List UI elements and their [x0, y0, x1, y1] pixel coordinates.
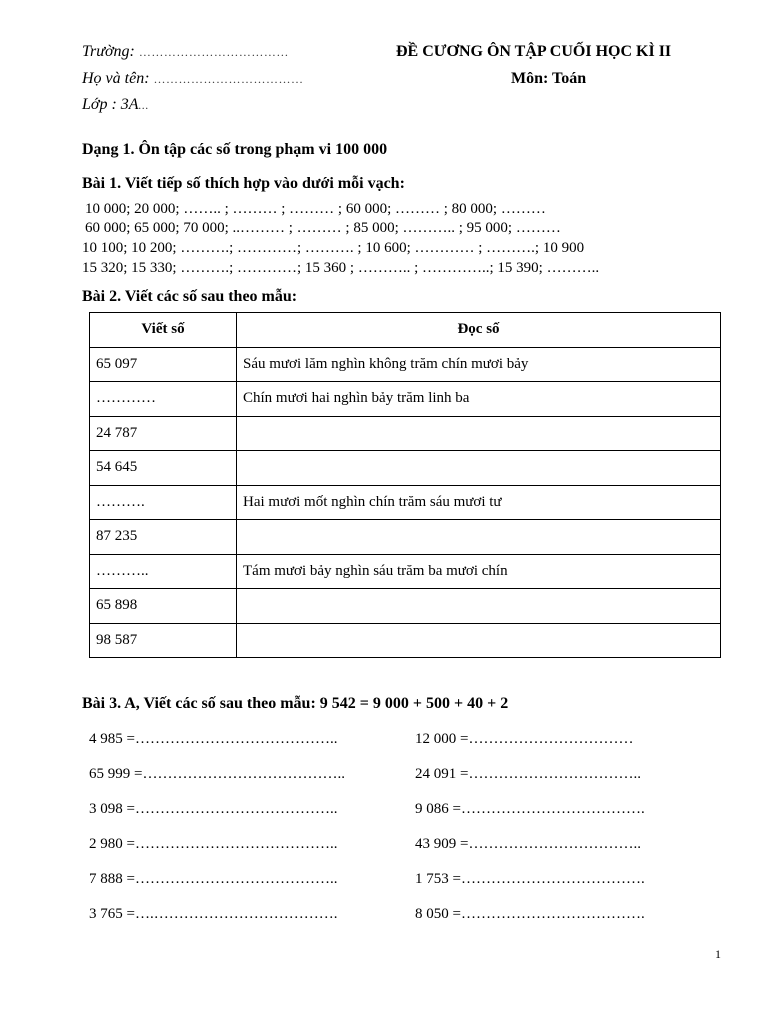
- cell-read: [237, 451, 721, 486]
- exercise-1-heading: Bài 1. Viết tiếp số thích hợp vào dưới mỗi vạch:: [82, 175, 405, 192]
- col-header-read: Đọc số: [237, 313, 721, 348]
- decompose-item: 3 098 =…………………………………..: [89, 801, 338, 817]
- table-row: [90, 589, 721, 624]
- decompose-item: 65 999 =…………………………………..: [89, 766, 345, 782]
- cell-read: Sáu mươi lăm nghìn không trăm chín mươi bảy: [237, 347, 721, 382]
- table-row: [90, 451, 721, 486]
- class-dots: ...: [138, 98, 150, 112]
- table-row: [90, 347, 721, 382]
- subject-label: Môn: Toán: [511, 70, 587, 87]
- cell-write: 98 587: [90, 623, 237, 658]
- sequence-line: 15 320; 15 330; ……….; …………; 15 360 ; ……….. ; …………..; 15 390; ………..: [82, 260, 600, 276]
- cell-read: [237, 520, 721, 555]
- table-row: [90, 382, 721, 417]
- decompose-item: 7 888 =…………………………………..: [89, 871, 338, 887]
- cell-write: 65 097: [90, 347, 237, 382]
- school-line: [82, 43, 289, 61]
- table-row: [90, 485, 721, 520]
- name-line: [82, 70, 304, 88]
- decompose-item: 1 753 =……………………………….: [415, 871, 645, 887]
- decompose-item: 2 980 =…………………………………..: [89, 836, 338, 852]
- cell-write: ………..: [90, 554, 237, 589]
- decompose-item: 24 091 =……………………………..: [415, 766, 641, 782]
- exercise-3-heading: Bài 3. A, Viết các số sau theo mẫu: 9 542 = 9 000 + 500 + 40 + 2: [82, 695, 509, 712]
- cell-write: ……….: [90, 485, 237, 520]
- cell-read: [237, 589, 721, 624]
- school-label: Trường:: [82, 43, 135, 60]
- cell-read: Chín mươi hai nghìn bảy trăm linh ba: [237, 382, 721, 417]
- decompose-item: 9 086 =……………………………….: [415, 801, 645, 817]
- table-header-row: [90, 313, 721, 348]
- class-label: Lớp : 3A: [82, 96, 139, 113]
- page-number: 1: [715, 947, 721, 961]
- class-line: [82, 96, 149, 114]
- name-dots: ………………………………: [153, 72, 304, 86]
- cell-read: Tám mươi bảy nghìn sáu trăm ba mươi chín: [237, 554, 721, 589]
- sequence-line: 60 000; 65 000; 70 000; ..……… ; ……… ; 85 000; ……….. ; 95 000; ………: [85, 220, 561, 236]
- col-header-write: Viết số: [90, 313, 237, 348]
- table-row: [90, 520, 721, 555]
- number-table: [89, 312, 721, 658]
- cell-write: 65 898: [90, 589, 237, 624]
- cell-write: 24 787: [90, 416, 237, 451]
- name-label: Họ và tên:: [82, 70, 150, 87]
- decompose-item: 8 050 =……………………………….: [415, 906, 645, 922]
- document-title: ĐỀ CƯƠNG ÔN TẬP CUỐI HỌC KÌ II: [396, 43, 672, 60]
- cell-write: 54 645: [90, 451, 237, 486]
- cell-read: [237, 623, 721, 658]
- decompose-item: 3 765 =….……………………………….: [89, 906, 338, 922]
- sequence-line: 10 000; 20 000; …….. ; ……… ; ……… ; 60 000; ……… ; 80 000; ………: [85, 201, 546, 217]
- cell-write: 87 235: [90, 520, 237, 555]
- exercise-2-heading: Bài 2. Viết các số sau theo mẫu:: [82, 288, 298, 305]
- table-row: [90, 623, 721, 658]
- decompose-item: 43 909 =……………………………..: [415, 836, 641, 852]
- decompose-item: 4 985 =…………………………………..: [89, 731, 338, 747]
- school-dots: ………………………………: [138, 45, 289, 59]
- cell-read: [237, 416, 721, 451]
- decompose-item: 12 000 =……………………………: [415, 731, 634, 747]
- table-row: [90, 416, 721, 451]
- section-heading: Dạng 1. Ôn tập các số trong phạm vi 100 000: [82, 141, 388, 158]
- cell-read: Hai mươi mốt nghìn chín trăm sáu mươi tư: [237, 485, 721, 520]
- cell-write: …………: [90, 382, 237, 417]
- table-row: [90, 554, 721, 589]
- sequence-line: 10 100; 10 200; ……….; …………; ………. ; 10 600; ………… ; ……….; 10 900: [82, 240, 585, 256]
